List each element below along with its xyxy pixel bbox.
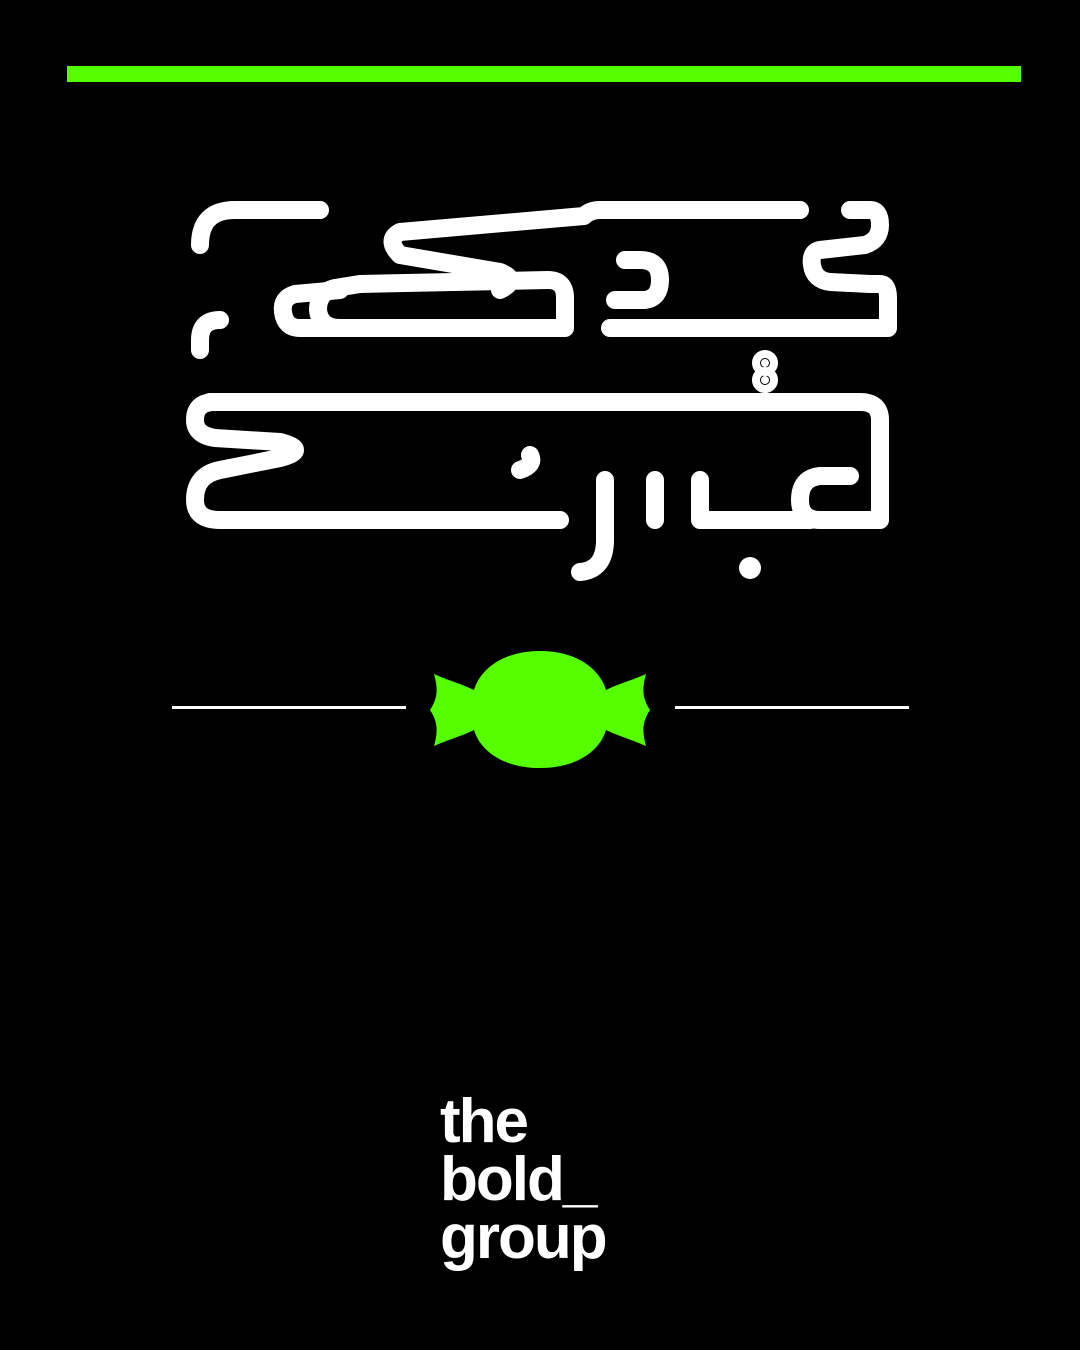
candy-icon <box>428 648 653 772</box>
greeting-calligraphy <box>0 180 1080 600</box>
the-bold-group-logo <box>440 1087 660 1272</box>
logo-line-1: the <box>440 1087 527 1156</box>
greeting-line-1-glyphs <box>200 210 888 384</box>
dot-ba <box>739 557 761 579</box>
logo-line-3: group <box>440 1203 606 1272</box>
greeting-line-2-glyphs <box>195 402 880 572</box>
top-accent-bar <box>67 66 1021 82</box>
logo-line-2: bold_ <box>440 1145 596 1214</box>
divider-line-right <box>675 706 909 709</box>
eid-greeting-lettering <box>0 180 1080 600</box>
divider-line-left <box>172 706 406 709</box>
candy-divider <box>0 640 1080 780</box>
